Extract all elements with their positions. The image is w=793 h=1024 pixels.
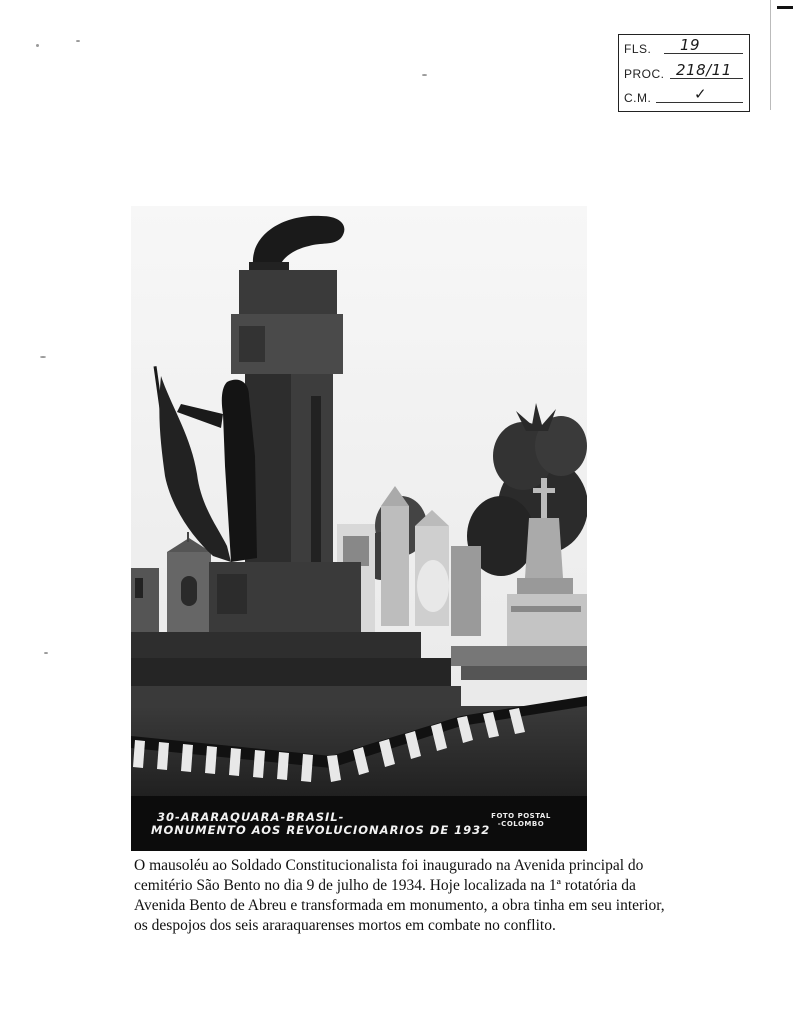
scan-speck <box>422 74 427 76</box>
scan-speck <box>40 356 46 358</box>
protocol-stamp <box>618 34 750 112</box>
stamp-row-proc <box>624 63 743 81</box>
photo-caption-city: 30-ARARAQUARA-BRASIL- <box>157 810 345 824</box>
stamp-fls-label: FLS. <box>624 42 652 56</box>
stamp-cm-label: C.M. <box>624 91 652 105</box>
stamp-row-cm <box>624 87 743 105</box>
description-line-1: O mausoléu ao Soldado Constitucionalista foi inaugurado na Avenida principal do <box>134 857 644 874</box>
photo-caption-title: MONUMENTO AOS REVOLUCIONARIOS DE 1932 <box>151 823 491 837</box>
photo-publisher <box>481 812 561 828</box>
publisher-line-2: -COLOMBO <box>497 820 545 828</box>
description-line-2: cemitério São Bento no dia 9 de julho de 1934. Hoje localizada na 1ª rotatória da <box>134 877 636 894</box>
stamp-proc-value: 218/11 <box>676 61 732 79</box>
stamp-cm-signature: ✓ <box>694 85 708 103</box>
description-line-4: os despojos dos seis araraquarenses mortos em combate no conflito. <box>134 917 556 934</box>
monument-photo-drawing <box>131 206 587 851</box>
page-edge-line <box>770 0 771 110</box>
stamp-fls-value: 19 <box>680 36 701 54</box>
stamp-proc-label: PROC. <box>624 67 665 81</box>
stamp-fls-line <box>664 53 743 54</box>
scan-speck <box>36 44 39 47</box>
monument-photo <box>131 206 587 851</box>
description-paragraph <box>134 856 674 936</box>
description-line-3: Avenida Bento de Abreu e transformada em monumento, a obra tinha em seu interior, <box>134 897 665 914</box>
publisher-line-1: FOTO POSTAL <box>491 812 551 820</box>
scan-speck <box>76 40 80 42</box>
scan-speck <box>44 652 48 654</box>
page-edge-mark <box>777 6 793 9</box>
stamp-row-fls <box>624 38 743 56</box>
